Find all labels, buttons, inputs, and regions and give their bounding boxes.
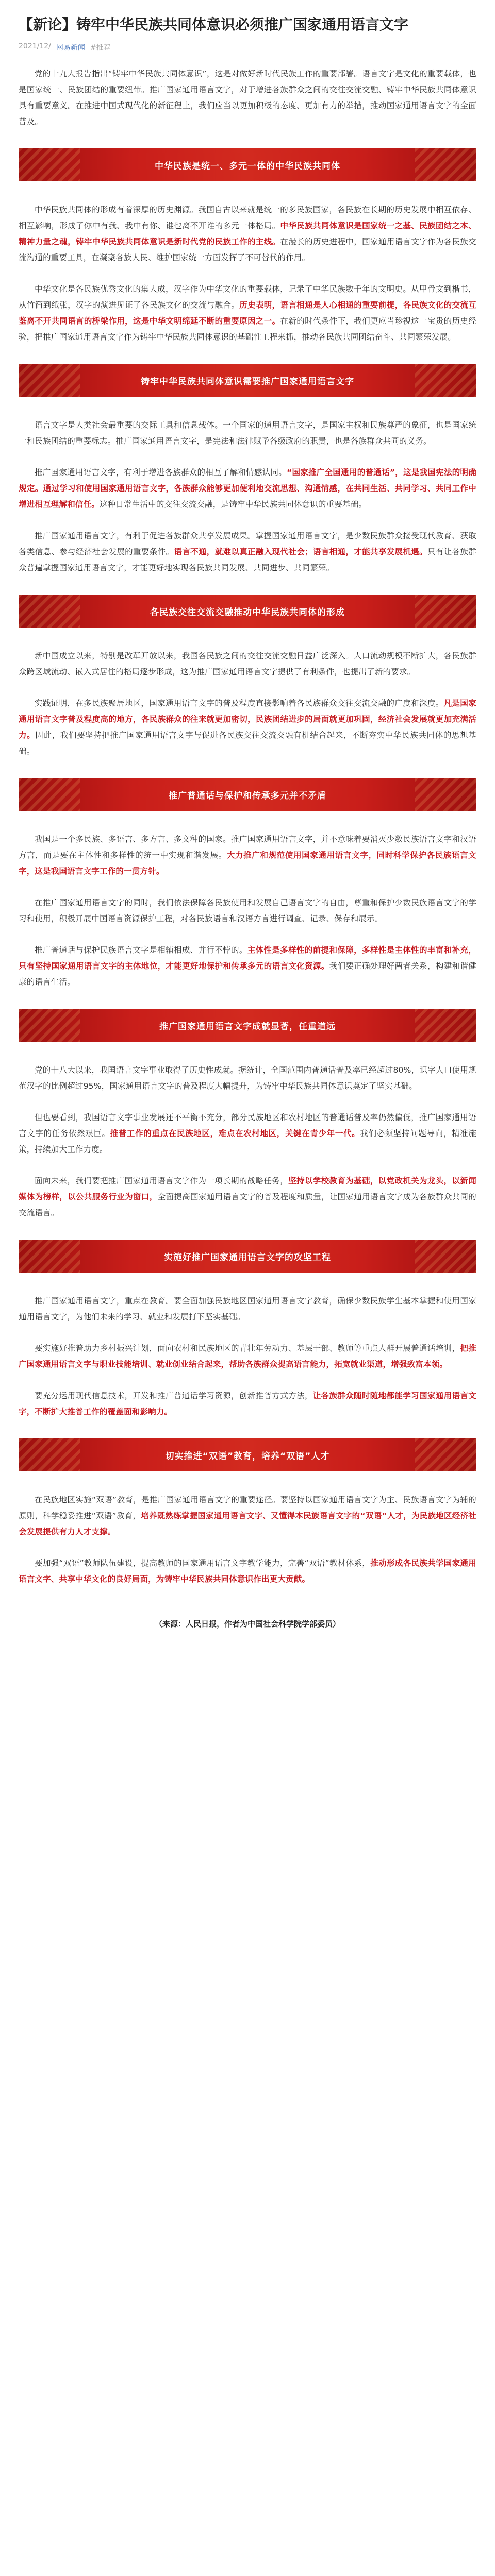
paragraph-text: 推广国家通用语言文字，有利于促进各族群众共享发展成果。掌握国家通用语言文字，是少数民族群众接受现代教育、获取各类信息、参与经济社会发展的重要条件。	[19, 531, 476, 556]
paragraph-text: 在民族地区实施“双语”教育，是推广国家通用语言文字的重要途径。要坚持以国家通用语言文字为主、民族语言文字为辅的原则，科学稳妥推进“双语”教育，	[19, 1495, 476, 1520]
highlighted-text: 让各族群众随时随地都能学习国家通用语言文字，不断扩大推普工作的覆盖面和影响力。	[19, 1391, 476, 1416]
section-heading: 推广国家通用语言文字成就显著，任重道远	[159, 1021, 336, 1032]
source-link[interactable]: 网易新闻	[56, 44, 85, 52]
paragraph-text: 面向未来，我们要把推广国家通用语言文字作为一项长期的战略任务，	[35, 1176, 289, 1185]
recommend-tag: #推荐	[90, 44, 111, 52]
paragraph-text: 推广普通话与保护民族语言文字是相辅相成、并行不悖的。	[35, 945, 248, 955]
section-heading-banner	[19, 1240, 476, 1273]
section-heading-banner	[19, 1009, 476, 1042]
section-heading-banner	[19, 778, 476, 811]
paragraph-text: 党的十九大报告指出“铸牢中华民族共同体意识”，这是对做好新时代民族工作的重要部署。语言文字是文化的重要载体，也是国家统一、民族团结的重要纽带。推广国家通用语言文字，对于增进各族群众之间的交往交流交融、铸牢中华民族共同体意识具有重要意义。在推进中国式现代化的新征程上，我们应当以更加积极的态度、更加有力的举措，推动国家通用语言文字的全面普及。	[19, 69, 476, 126]
section-heading: 推广普通话与保护和传承多元并不矛盾	[169, 790, 326, 801]
article-paragraph	[19, 832, 476, 879]
publish-date: 2021/12/	[19, 42, 51, 50]
highlighted-text: 推动形成各民族共学国家通用语言文字、共享中华文化的良好局面，为铸牢中华民族共同体意识作出更大贡献。	[19, 1558, 476, 1584]
article-paragraph	[19, 1492, 476, 1540]
highlighted-text: 把推广国家通用语言文字与职业技能培训、就业创业结合起来，帮助各族群众提高语言能力，拓宽就业渠道，增强致富本领。	[19, 1344, 476, 1369]
highlighted-text: 推普工作的重点在民族地区，难点在农村地区，关键在青少年一代。	[110, 1129, 360, 1138]
article-paragraph	[19, 66, 476, 130]
section-heading-banner	[19, 364, 476, 397]
article-body	[19, 66, 476, 1587]
section-heading-banner	[19, 148, 476, 181]
paragraph-text: 中华民族共同体的形成有着深厚的历史渊源。我国自古以来就是统一的多民族国家，各民族在长期的历史发展中相互依存、相互影响，形成了你中有我、我中有你、谁也离不开谁的多元一体格局。	[19, 205, 476, 230]
paragraph-text: 只有让各族群众普遍掌握国家通用语言文字，才能更好地实现各民族共同发展、共同进步、共同繁荣。	[19, 547, 476, 572]
highlighted-text: 语言不通，就难以真正融入现代社会；语言相通，才能共享发展机遇。	[174, 547, 427, 556]
article-paragraph	[19, 1341, 476, 1372]
highlighted-text: 凡是国家通用语言文字普及程度高的地方，各民族群众的往来就更加密切，民族团结进步的局面就更加巩固，经济社会发展就更加充满活力。	[19, 699, 476, 740]
article-paragraph	[19, 1388, 476, 1420]
paragraph-text: 我们要正确处理好两者关系，构建和谐健康的语言生活。	[19, 961, 476, 987]
article-paragraph	[19, 696, 476, 759]
paragraph-text: 我国是一个多民族、多语言、多方言、多文种的国家。推广国家通用语言文字，并不意味着要消灭少数民族语言文字和汉语方言，而是要在主体性和多样性的统一中实现和谐发展。	[19, 835, 476, 860]
article-paragraph	[19, 895, 476, 927]
paragraph-text: 全面提高国家通用语言文字的普及程度和质量，让国家通用语言文字成为各族群众共同的交流语言。	[19, 1192, 476, 1217]
paragraph-text: 实践证明，在多民族聚居地区，国家通用语言文字的普及程度直接影响着各民族群众交往交流交融的广度和深度。	[35, 699, 444, 708]
highlighted-text: 坚持以学校教育为基础，以党政机关为龙头，以新闻媒体为榜样，以公共服务行业为窗口，	[19, 1176, 476, 1201]
paragraph-text: 因此，我们要坚持把推广国家通用语言文字与促进各民族交往交流交融有机结合起来，不断夯实中华民族共同体的思想基础。	[19, 731, 476, 756]
paragraph-text: 我们必须坚持问题导向，精准施策，持续加大工作力度。	[19, 1129, 476, 1154]
highlighted-text: 历史表明，语言相通是人心相通的重要前提，各民族文化的交流互鉴离不开共同语言的桥梁作用，这是中华文明绵延不断的重要原因之一。	[19, 300, 476, 326]
article-paragraph	[19, 281, 476, 345]
paragraph-text: 在新的时代条件下，我们更应当珍视这一宝贵的历史经验，把推广国家通用语言文字作为铸牢中华民族共同体意识的基础性工程来抓，推动各民族共同团结奋斗、共同繁荣发展。	[19, 316, 476, 342]
article-paragraph	[19, 1110, 476, 1158]
paragraph-text: 要充分运用现代信息技术，开发和推广普通话学习资源，创新推普方式方法，	[35, 1391, 313, 1400]
article-paragraph	[19, 202, 476, 266]
paragraph-text: 这种日常生活中的交往交流交融，是铸牢中华民族共同体意识的重要基础。	[100, 500, 367, 509]
article-paragraph	[19, 1293, 476, 1325]
highlighted-text: “国家推广全国通用的普通话”，这是我国宪法的明确规定。通过学习和使用国家通用语言文字，各族群众能够更加便利地交流思想、沟通情感，在共同生活、共同学习、共同工作中增进相互理解和信任。	[19, 468, 476, 509]
article-paragraph	[19, 1555, 476, 1587]
article-paragraph	[19, 1173, 476, 1221]
paragraph-text: 要加强“双语”教师队伍建设，提高教师的国家通用语言文字教学能力，完善“双语”教材体系，	[35, 1558, 371, 1568]
paragraph-text: 在漫长的历史进程中，国家通用语言文字作为各民族交流沟通的重要工具，在凝聚各族人民、维护国家统一方面发挥了不可替代的作用。	[19, 237, 476, 262]
article-title: 【新论】铸牢中华民族共同体意识必须推广国家通用语言文字	[19, 16, 409, 33]
article-paragraph	[19, 648, 476, 680]
section-heading: 各民族交往交流交融推动中华民族共同体的形成	[150, 607, 345, 618]
paragraph-text: 推广国家通用语言文字，重点在教育。要全面加强民族地区国家通用语言文字教育，确保少数民族学生基本掌握和使用国家通用语言文字，为他们未来的学习、就业和发展打下坚实基础。	[19, 1296, 476, 1321]
article-source-note: （来源：人民日报，作者为中国社会科学院学部委员）	[154, 1619, 340, 1629]
section-heading: 切实推进“双语”教育，培养“双语”人才	[165, 1451, 330, 1462]
paragraph-text: 党的十八大以来，我国语言文字事业取得了历史性成就。据统计，全国范围内普通话普及率已经超过80%，识字人口使用规范汉字的比例超过95%，国家通用语言文字的普及程度大幅提升，为铸牢中华民族共同体意识奠定了坚实基础。	[19, 1065, 476, 1091]
paragraph-text: 新中国成立以来，特别是改革开放以来，我国各民族之间的交往交流交融日益广泛深入。人口流动规模不断扩大，各民族群众跨区域流动、嵌入式居住的格局逐步形成，这为推广国家通用语言文字提供了有利条件，也提出了新的要求。	[19, 651, 476, 676]
section-heading: 实施好推广国家通用语言文字的攻坚工程	[164, 1252, 331, 1263]
section-heading-banner	[19, 1438, 476, 1471]
paragraph-text: 推广国家通用语言文字，有利于增进各族群众的相互了解和情感认同。	[35, 468, 287, 477]
article-paragraph	[19, 465, 476, 513]
article-paragraph	[19, 1062, 476, 1094]
paragraph-text: 中华文化是各民族优秀文化的集大成，汉字作为中华文化的重要载体，记录了中华民族数千年的文明史。从甲骨文到楷书，从竹简到纸张，汉字的演进见证了各民族文化的交流与融合。	[19, 284, 476, 310]
highlighted-text: 主体性是多样性的前提和保障，多样性是主体性的丰富和补充，只有坚持国家通用语言文字的主体地位，才能更好地保护和传承多元的语言文化资源。	[19, 945, 477, 971]
article-paragraph	[19, 528, 476, 576]
highlighted-text: 大力推广和规范使用国家通用语言文字，同时科学保护各民族语言文字，这是我国语言文字工作的一贯方针。	[19, 851, 476, 876]
article-meta	[19, 42, 476, 53]
paragraph-text: 语言文字是人类社会最重要的交际工具和信息载体。一个国家的通用语言文字，是国家主权和民族尊严的象征，也是国家统一和民族团结的重要标志。推广国家通用语言文字，是宪法和法律赋予各级政府的职责，也是各族群众共同的义务。	[19, 420, 476, 446]
article-paragraph	[19, 942, 476, 990]
article-paragraph	[19, 417, 476, 449]
paragraph-text: 在推广国家通用语言文字的同时，我们依法保障各民族使用和发展自己语言文字的自由，尊重和保护少数民族语言文字的学习和使用，积极开展中国语言资源保护工程，对各民族语言和汉语方言进行调查、记录、保存和展示。	[19, 898, 476, 923]
highlighted-text: 培养既熟练掌握国家通用语言文字、又懂得本民族语言文字的“双语”人才，为民族地区经济社会发展提供有力人才支撑。	[19, 1511, 476, 1536]
highlighted-text: 中华民族共同体意识是国家统一之基、民族团结之本、精神力量之魂，铸牢中华民族共同体意识是新时代党的民族工作的主线。	[19, 221, 476, 246]
section-heading: 铸牢中华民族共同体意识需要推广国家通用语言文字	[141, 376, 354, 387]
paragraph-text: 要实施好推普助力乡村振兴计划，面向农村和民族地区的青壮年劳动力、基层干部、教师等重点人群开展普通话培训，	[35, 1344, 460, 1353]
paragraph-text: 但也要看到，我国语言文字事业发展还不平衡不充分，部分民族地区和农村地区的普通话普及率仍然偏低，推广国家通用语言文字的任务依然艰巨。	[19, 1113, 476, 1138]
section-heading-banner	[19, 595, 476, 628]
section-heading: 中华民族是统一、多元一体的中华民族共同体	[155, 161, 340, 172]
